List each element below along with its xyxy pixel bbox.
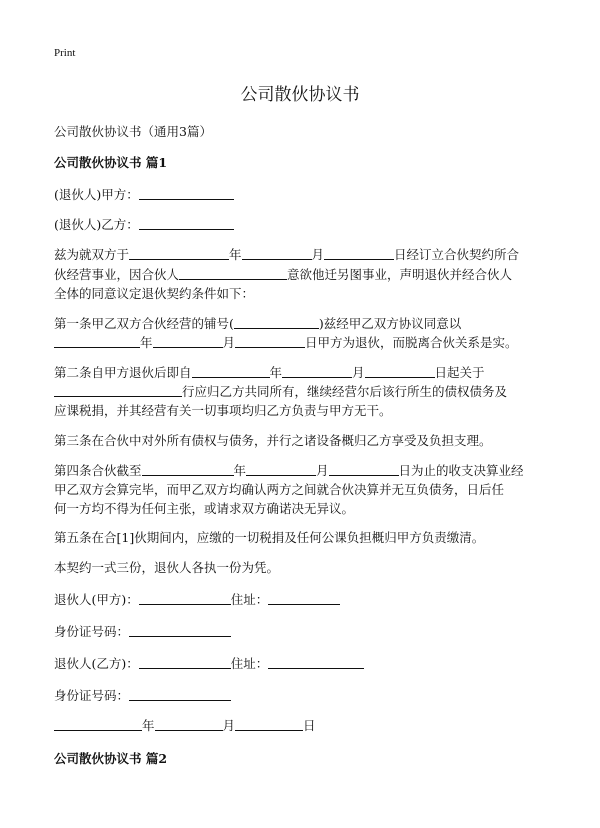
copies-line: 本契约一式三份，退伙人各执一份为凭。 <box>54 560 280 575</box>
text: 月 <box>316 463 329 478</box>
month-label: 月 <box>222 718 236 733</box>
blank <box>324 258 394 260</box>
text: 第四条合伙截至 <box>54 463 142 478</box>
party-a-line <box>54 185 234 203</box>
section2-heading: 公司散伙协议书 篇2 <box>54 751 168 766</box>
text: 月 <box>352 365 365 380</box>
blank <box>153 346 223 348</box>
year-label: 年 <box>142 718 155 733</box>
art2-line3: 应课税捐，并其经营有关一切事项均归乙方负责与甲方无干。 <box>54 403 392 418</box>
day-label: 日 <box>303 718 316 733</box>
blank <box>365 376 435 378</box>
blank <box>179 278 287 280</box>
text: 年 <box>140 335 153 350</box>
para1-line1 <box>54 245 519 263</box>
text: )兹经甲乙双方协议同意以 <box>318 316 462 331</box>
art3-line: 第三条在合伙中对外所有债权与债务，并行之诸设备概归乙方享受及负担支理。 <box>54 433 492 448</box>
date-line <box>54 716 316 734</box>
text: 日为止的收支决算业经 <box>398 463 524 478</box>
blank <box>235 346 305 348</box>
text: 伙经营事业，因合伙人 <box>54 267 180 282</box>
address-b-blank <box>268 667 364 669</box>
id-a-blank <box>129 635 231 637</box>
text: 日甲方为退伙，而脱离合伙关系是实。 <box>305 335 518 350</box>
id-b-line <box>54 686 231 704</box>
blank <box>129 258 229 260</box>
section1-heading: 公司散伙协议书 篇1 <box>54 155 168 170</box>
sig-a-label: 退伙人(甲方)： <box>54 592 139 607</box>
day-blank <box>235 729 303 731</box>
text: 日经订立合伙契约所合 <box>394 247 520 262</box>
blank <box>282 376 352 378</box>
text: 年 <box>233 463 247 478</box>
address-a-blank <box>268 603 340 605</box>
blank <box>142 474 234 476</box>
text: 年 <box>269 365 283 380</box>
sig-b-name-blank <box>139 667 231 669</box>
art4-line3: 何一方均不得为任何主张，或请求双方确诺决无异议。 <box>54 501 355 516</box>
sig-b-line <box>54 654 364 672</box>
sig-a-name-blank <box>139 603 231 605</box>
address-label: 住址： <box>230 592 269 607</box>
party-b-line <box>54 215 234 233</box>
text: 第一条甲乙双方合伙经营的铺号( <box>54 316 234 331</box>
id-label: 身份证号码： <box>54 624 130 639</box>
party-a-label: (退伙人)甲方： <box>54 187 139 202</box>
blank <box>246 474 316 476</box>
art4-line2: 甲乙双方会算完毕，而甲乙双方均确认两方之间就合伙决算并无互负债务，日后任 <box>54 482 505 497</box>
art2-line2 <box>54 382 507 400</box>
text: 意欲他迁另图事业，声明退伙并经合伙人 <box>287 267 513 282</box>
document-title: 公司散伙协议书 <box>240 85 360 105</box>
id-label: 身份证号码： <box>54 688 130 703</box>
subtitle: 公司散伙协议书（通用3篇） <box>54 124 212 139</box>
text: 月 <box>311 247 325 262</box>
blank <box>192 376 270 378</box>
art4-line1 <box>54 461 524 479</box>
blank <box>54 395 182 397</box>
sig-a-line <box>54 590 340 608</box>
party-a-blank <box>139 198 234 200</box>
month-blank <box>155 729 223 731</box>
address-label: 住址： <box>230 656 269 671</box>
blank <box>329 474 399 476</box>
blank <box>242 258 312 260</box>
id-a-line <box>54 622 231 640</box>
text: 兹为就双方于 <box>54 247 130 262</box>
para1-line2 <box>54 265 512 283</box>
party-b-label: (退伙人)乙方： <box>54 217 139 232</box>
party-b-blank <box>139 228 234 230</box>
sig-b-label: 退伙人(乙方)： <box>54 656 139 671</box>
print-label[interactable]: Print <box>54 47 76 59</box>
para1-line3: 全体的同意议定退伙契约条件如下： <box>54 286 255 301</box>
art2-line1 <box>54 363 485 381</box>
year-blank <box>54 729 142 731</box>
text: 行应归乙方共同所有，继续经营尔后该行所生的债权债务及 <box>182 384 508 399</box>
text: 月 <box>222 335 236 350</box>
blank <box>54 346 140 348</box>
text: 日起关于 <box>434 365 485 380</box>
id-b-blank <box>129 699 231 701</box>
art1-line2 <box>54 333 518 351</box>
art1-line1 <box>54 314 461 332</box>
text: 第二条自甲方退伙后即自 <box>54 365 192 380</box>
art5-line: 第五条在合[1]伙期间内，应缴的一切税捐及任何公课负担概归甲方负责缴清。 <box>54 530 485 545</box>
blank <box>234 327 319 329</box>
text: 年 <box>229 247 242 262</box>
